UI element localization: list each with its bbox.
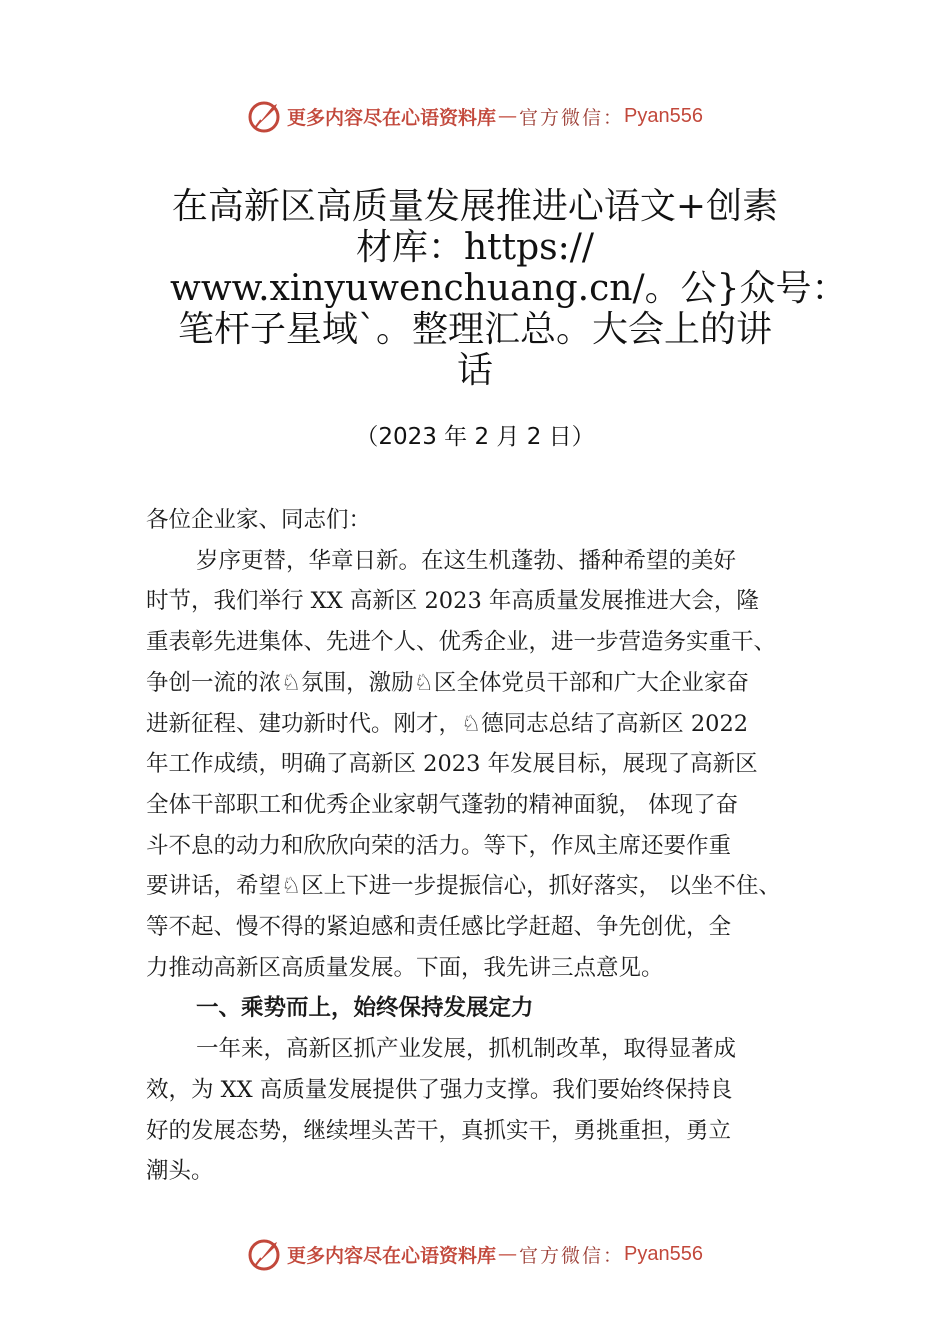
banner-wechat-id: Pyan556 <box>624 1242 703 1265</box>
paragraph-line: 一年来，高新区抓产业发展，抓机制改革，取得显著成 <box>196 1036 737 1063</box>
paragraph-line: 斗不息的动力和欣欣向荣的活力。等下，作凤主席还要作重 <box>146 832 732 859</box>
document-date: （2023 年 2 月 2 日） <box>355 424 595 450</box>
footer-banner <box>0 1234 950 1274</box>
paragraph-line: 好的发展态势，继续埋头苦干，真抓实干，勇挑重担，勇立 <box>146 1117 732 1144</box>
section-heading: 一、乘势而上，始终保持发展定力 <box>196 995 534 1022</box>
paragraph-line: 潮头。 <box>146 1158 214 1185</box>
salutation: 各位企业家、同志们： <box>146 507 372 533</box>
banner-dash: — <box>498 105 518 127</box>
paragraph-line: 等不起、慢不得的紧迫感和责任感比学赶超、争先创优，全 <box>146 914 732 941</box>
banner-brand-text: 更多内容尽在心语资料库 <box>287 106 497 129</box>
paragraph-line: 进新征程、建功新时代。刚才，♘德同志总结了高新区 2022 <box>146 710 749 737</box>
paragraph-line: 力推动高新区高质量发展。下面，我先讲三点意见。 <box>146 954 664 981</box>
paragraph-line: 效，为 XX 高质量发展提供了强力支撑。我们要始终保持良 <box>146 1076 733 1103</box>
quill-logo-icon <box>247 1236 283 1272</box>
title-line: 话 <box>456 350 493 391</box>
header-banner <box>0 96 950 136</box>
title-line: www.xinyuwenchuang.cn/。公}众号： <box>170 268 848 309</box>
paragraph-line: 重表彰先进集体、先进个人、优秀企业，进一步营造务实重干、 <box>146 629 777 656</box>
paragraph-line: 全体干部职工和优秀企业家朝气蓬勃的精神面貌， 体现了奋 <box>146 791 739 818</box>
title-line: 笔杆子星域`。整理汇总。大会上的讲 <box>177 309 772 350</box>
banner-official-label: 官方微信： <box>519 106 625 129</box>
document-body <box>146 500 846 1192</box>
paragraph-line: 岁序更替，华章日新。在这生机蓬勃、播种希望的美好 <box>196 547 737 574</box>
banner-brand-text: 更多内容尽在心语资料库 <box>287 1244 497 1267</box>
title-line: 在高新区高质量发展推进心语文+创素 <box>171 186 779 227</box>
paragraph-line: 争创一流的浓♘氛围，激励♘区全体党员干部和广大企业家奋 <box>146 669 749 696</box>
paragraph-line: 年工作成绩，明确了高新区 2023 年发展目标，展现了高新区 <box>146 751 758 778</box>
banner-dash: — <box>498 1243 518 1265</box>
paragraph-line: 要讲话，希望♘区上下进一步提振信心，抓好落实， 以坐不住、 <box>146 873 781 900</box>
paragraph-line: 时节，我们举行 XX 高新区 2023 年高质量发展推进大会，隆 <box>146 588 759 615</box>
document-title <box>170 186 848 391</box>
title-line: 材库：https:// <box>355 227 595 268</box>
banner-wechat-id: Pyan556 <box>624 104 703 127</box>
quill-logo-icon <box>247 98 283 134</box>
banner-official-label: 官方微信： <box>519 1244 625 1267</box>
